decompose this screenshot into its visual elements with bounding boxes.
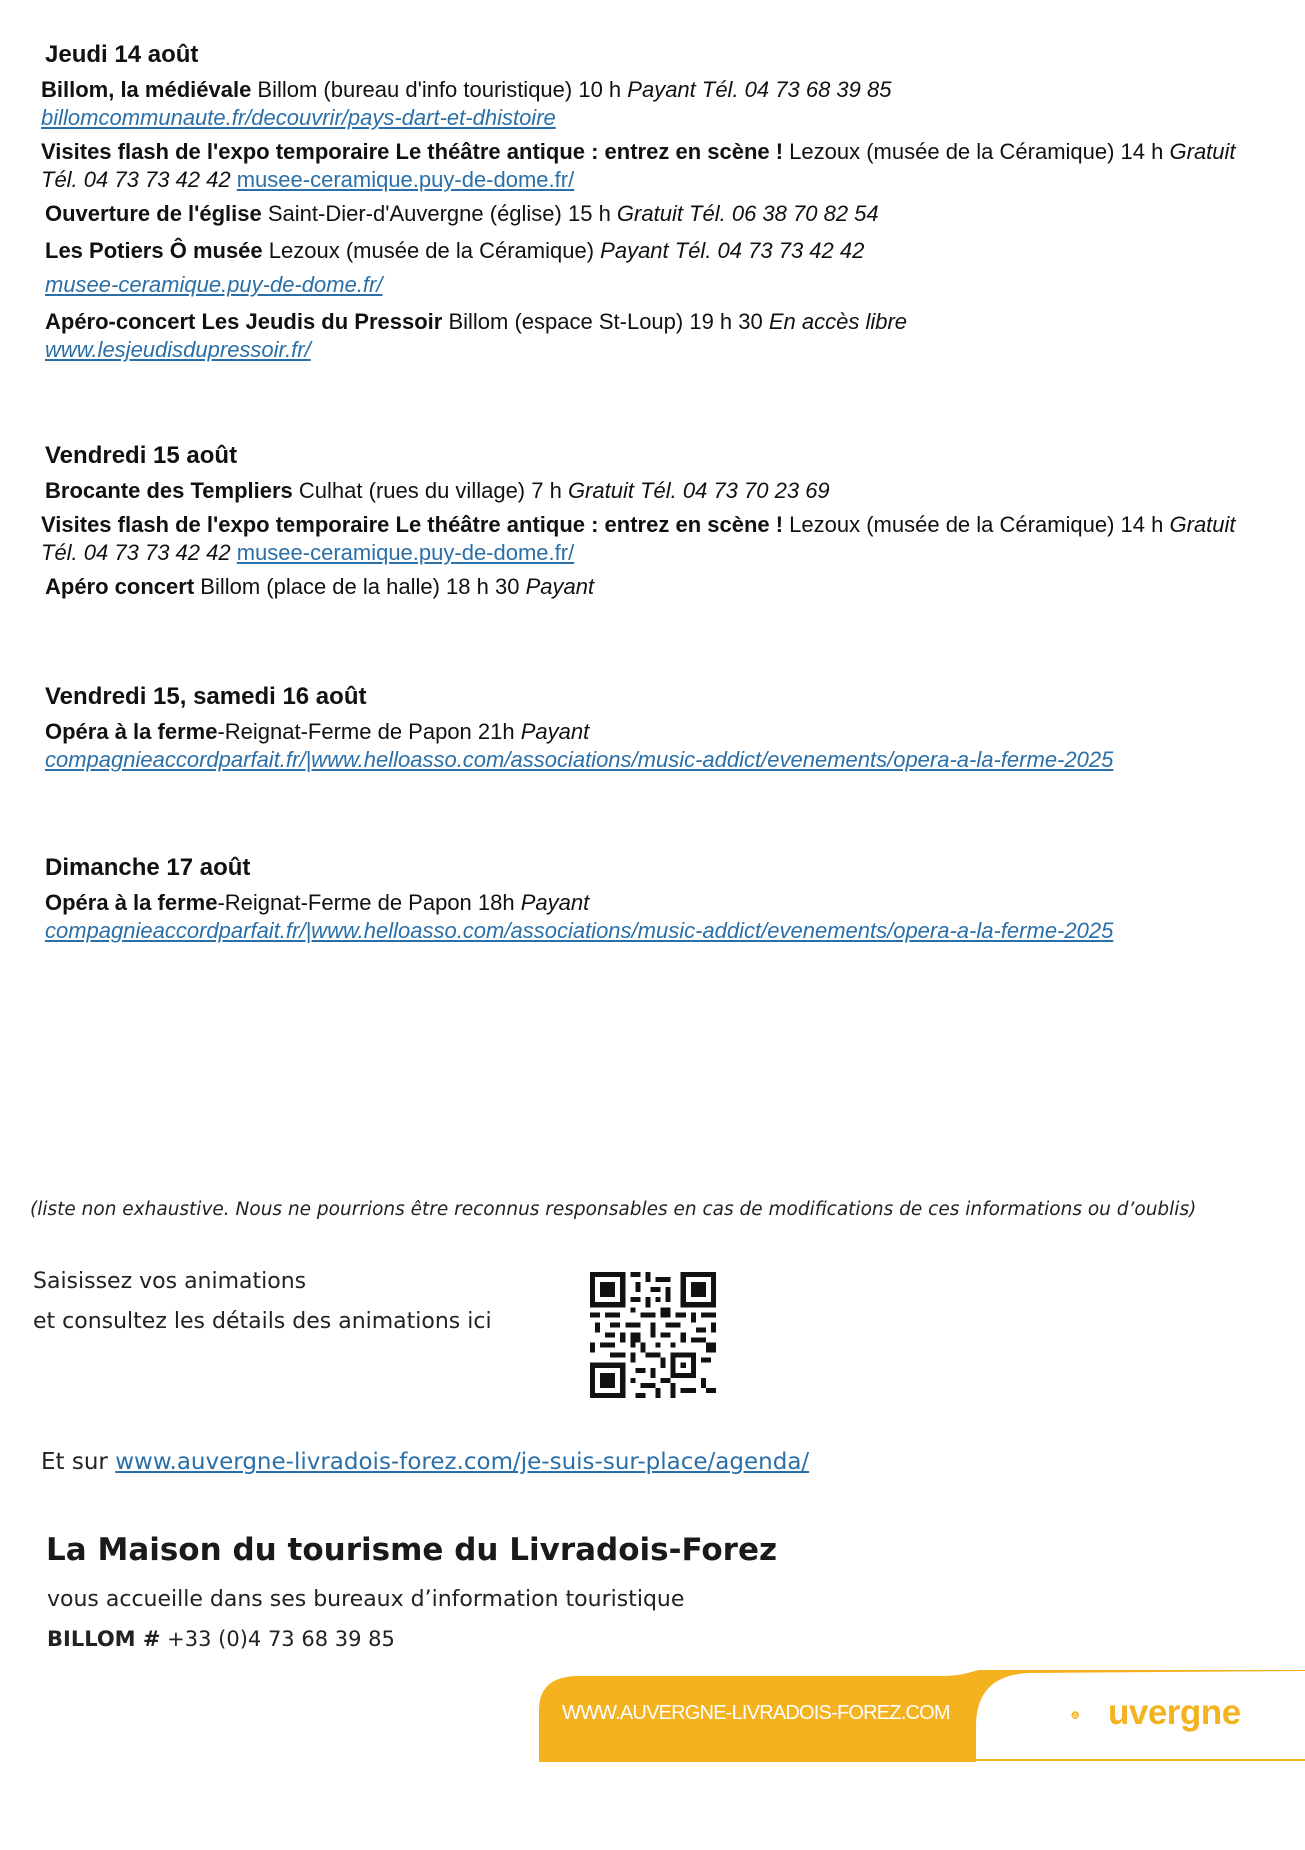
auvergne-logo	[1071, 1690, 1111, 1740]
event-name: Visites flash de l'expo temporaire Le théâtre antique : entrez en scène !	[41, 139, 784, 164]
footer-website-link[interactable]: WWW.AUVERGNE-LIVRADOIS-FOREZ.COM	[562, 1702, 950, 1724]
day-title: Jeudi 14 août	[45, 41, 199, 68]
event-details: -Reignat-Ferme de Papon 18h	[217, 890, 521, 915]
event-name: Opéra à la ferme	[45, 719, 218, 744]
agenda-link[interactable]: www.auvergne-livradois-forez.com/je-suis-sur-place/agenda/	[115, 1449, 810, 1475]
event-link[interactable]: compagnieaccordparfait.fr/|www.helloasso.com/associations/music-addict/evenements/opera-a-la-ferme-2025	[45, 747, 1114, 772]
event-price: Gratuit Tél. 04 73 70 23 69	[567, 478, 830, 503]
event-name: Brocante des Templiers	[45, 478, 293, 503]
day-section	[41, 853, 1266, 945]
event-price: Gratuit Tél. 06 38 70 82 54	[616, 201, 879, 226]
day-title: Vendredi 15 août	[45, 442, 238, 469]
event-price: Gratuit Tél. 04 73 73 42 42	[41, 512, 1236, 565]
event-details: Lezoux (musée de la Céramique)	[262, 238, 601, 263]
event-link[interactable]: compagnieaccordparfait.fr/|www.helloasso.com/associations/music-addict/evenements/opera-a-la-ferme-2025	[45, 918, 1114, 943]
office-name: BILLOM #	[47, 1627, 161, 1651]
logo-wordmark: uvergne	[1108, 1693, 1241, 1732]
event-link[interactable]: musee-ceramique.puy-de-dome.fr/	[236, 167, 575, 192]
office-contact	[47, 1627, 395, 1651]
event-price: En accès libre	[768, 309, 908, 334]
agenda-prefix: Et sur	[41, 1449, 116, 1475]
event-link[interactable]: musee-ceramique.puy-de-dome.fr/	[45, 272, 383, 297]
event-item	[41, 234, 1266, 302]
event-price: Payant	[520, 719, 590, 744]
disclaimer-text: (liste non exhaustive. Nous ne pourrions être reconnus responsables en cas de modifications de ces informations ou d’oublis)	[30, 1199, 1197, 1220]
qr-code-icon[interactable]	[590, 1272, 716, 1398]
event-price: Payant	[520, 890, 590, 915]
event-link[interactable]: musee-ceramique.puy-de-dome.fr/	[236, 540, 575, 565]
event-name: Apéro-concert Les Jeudis du Pressoir	[45, 309, 443, 334]
office-phone: +33 (0)4 73 68 39 85	[160, 1627, 395, 1651]
event-name: Visites flash de l'expo temporaire Le théâtre antique : entrez en scène !	[41, 512, 784, 537]
maison-subtitle: vous accueille dans ses bureaux d’information touristique	[47, 1587, 685, 1612]
event-price: Payant Tél. 04 73 68 39 85	[627, 77, 892, 102]
event-link[interactable]: billomcommunaute.fr/decouvrir/pays-dart-et-dhistoire	[41, 105, 556, 130]
event-price: Payant Tél. 04 73 73 42 42	[600, 238, 865, 263]
event-details: Billom (place de la halle) 18 h 30	[194, 574, 526, 599]
event-details: Lezoux (musée de la Céramique) 14 h	[783, 139, 1170, 164]
event-details: Billom (espace St-Loup) 19 h 30	[442, 309, 769, 334]
event-link[interactable]: www.lesjeudisdupressoir.fr/	[45, 337, 311, 362]
event-details: Billom (bureau d'info touristique) 10 h	[251, 77, 628, 102]
day-section	[41, 441, 1266, 601]
maison-title: La Maison du tourisme du Livradois-Forez	[46, 1532, 778, 1568]
event-details: Culhat (rues du village) 7 h	[292, 478, 568, 503]
event-details: Saint-Dier-d'Auvergne (église) 15 h	[261, 201, 617, 226]
event-item	[41, 511, 1266, 567]
event-price: Gratuit Tél. 04 73 73 42 42	[41, 139, 1236, 192]
submit-events-text	[33, 1262, 492, 1342]
event-item	[41, 477, 1266, 505]
event-name: Apéro concert	[45, 574, 195, 599]
event-name: Opéra à la ferme	[45, 890, 218, 915]
day-title: Dimanche 17 août	[45, 854, 251, 881]
event-details: Lezoux (musée de la Céramique) 14 h	[783, 512, 1170, 537]
event-details: -Reignat-Ferme de Papon 21h	[217, 719, 521, 744]
event-name: Ouverture de l'église	[45, 201, 262, 226]
day-section	[41, 682, 1266, 774]
day-section	[41, 40, 1266, 364]
event-name: Les Potiers Ô musée	[45, 238, 263, 263]
day-title: Vendredi 15, samedi 16 août	[45, 683, 367, 710]
event-item	[41, 718, 1266, 774]
event-item	[41, 573, 1266, 601]
event-item	[41, 200, 1266, 228]
event-item	[41, 138, 1266, 194]
event-price: Payant	[525, 574, 595, 599]
agenda-line	[41, 1449, 809, 1475]
event-item	[41, 889, 1266, 945]
event-name: Billom, la médiévale	[41, 77, 252, 102]
submit-line-2: et consultez les détails des animations ici	[33, 1309, 492, 1334]
event-item	[41, 76, 1266, 132]
event-item	[41, 308, 1266, 364]
submit-line-1: Saisissez vos animations	[33, 1269, 307, 1294]
